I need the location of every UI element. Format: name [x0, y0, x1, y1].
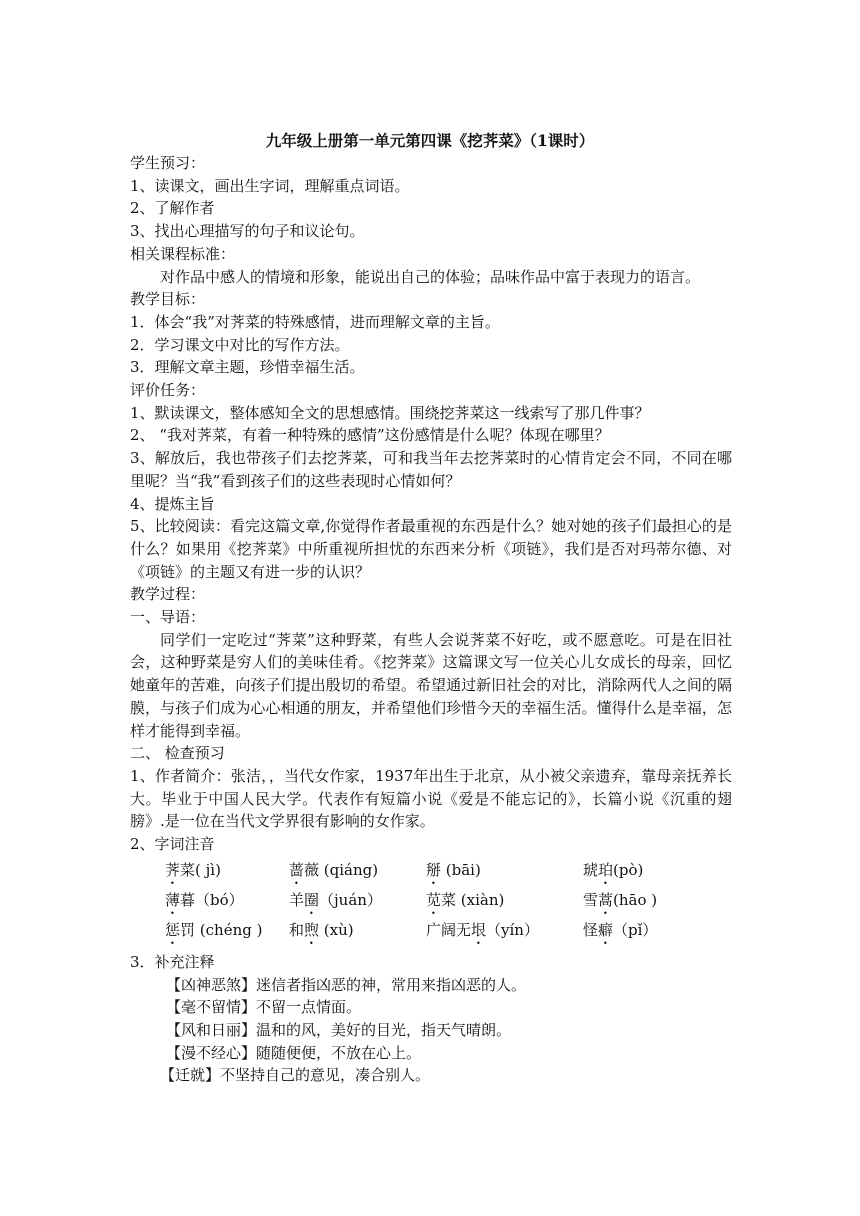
task-item: 3、解放后，我也带孩子们去挖荠菜，可和我当年去挖荠菜时的心情肯定会不同，不同在哪里呢？当“我”看到孩子们的这些表现时心情如何？: [130, 449, 732, 490]
vocab-item: 惩罚 (chéng ): [165, 921, 263, 940]
vocab-row: [165, 859, 732, 889]
task-item: 5、比较阅读：看完这篇文章,你觉得作者最重视的东西是什么？她对她的孩子们最担心的是什么？如果用《挖荠菜》中所重视所担忧的东西来分析《项链》，我们是否对玛蒂尔德、对《项链》的主题又有进一步的认识？: [130, 517, 732, 581]
note-item: 【凶神恶煞】迷信者指凶恶的神，常用来指凶恶的人。: [166, 975, 527, 994]
goal-item: 1．体会“我”对荠菜的特殊感情，进而理解文章的主旨。: [130, 312, 500, 331]
goal-item: 2．学习课文中对比的写作方法。: [130, 335, 350, 354]
note-item: 【迁就】不坚持自己的意见，凑合别人。: [160, 1066, 431, 1085]
document-title: 九年级上册第一单元第四课《挖荠菜》（1课时）: [265, 131, 595, 150]
note-item: 【毫不留情】不留一点情面。: [166, 998, 362, 1017]
vocab-item: 薄暮（bó）: [165, 891, 244, 910]
vocab-pinyin-table: [165, 859, 732, 949]
vocab-item: 荠菜( jì): [165, 861, 221, 880]
standards-text: 对作品中感人的情境和形象，能说出自己的体验；品味作品中富于表现力的语言。: [160, 267, 701, 286]
preview-heading: 学生预习：: [130, 154, 206, 172]
check-heading: 二、 检查预习: [130, 744, 225, 763]
note-item: 【风和日丽】温和的风，美好的目光，指天气晴朗。: [166, 1020, 512, 1039]
vocab-item: 广阔无垠（yín）: [426, 921, 539, 940]
process-heading: 教学过程：: [130, 585, 206, 604]
vocab-item: 怪癖（pǐ）: [583, 921, 658, 940]
goals-heading: 教学目标：: [130, 290, 206, 309]
intro-text: 同学们一定吃过“荠菜”这种野菜，有些人会说荠菜不好吃，或不愿意吃。可是在旧社会，这种野菜是穷人们的美味佳肴。《挖荠菜》这篇课文写一位关心儿女成长的母亲，回忆她童年的苦难，向孩子们提出殷切的希望。希望通过新旧社会的对比，消除两代人之间的隔膜，与孩子们成为心心相通的朋友，并希望他们珍惜今天的幸福生活。懂得什么是幸福，怎样才能得到幸福。: [130, 630, 732, 740]
vocab-item: 和煦 (xù): [289, 921, 354, 940]
vocab-item: 琥珀(pò): [583, 861, 644, 880]
notes-heading: 3．补充注释: [130, 952, 215, 971]
vocab-item: 苋菜 (xiàn): [426, 891, 505, 910]
vocab-row: [165, 919, 732, 949]
preview-item: 1、读课文，画出生字词，理解重点词语。: [130, 176, 410, 195]
vocab-item: 蔷薇 (qiáng): [289, 861, 379, 880]
intro-heading: 一、导语：: [130, 608, 206, 627]
note-item: 【漫不经心】随随便便，不放在心上。: [166, 1043, 422, 1062]
preview-item: 3、找出心理描写的句子和议论句。: [130, 222, 365, 241]
preview-item: 2、了解作者: [130, 199, 215, 218]
document-body: [130, 152, 732, 1087]
vocab-item: 掰 (bāi): [426, 861, 481, 880]
goal-item: 3．理解文章主题，珍惜幸福生活。: [130, 358, 365, 377]
vocab-row: [165, 889, 732, 919]
author-intro: 1、作者简介：张洁，，当代女作家，1937年出生于北京，从小被父亲遗弃，靠母亲抚养长大。毕业于中国人民大学。代表作有短篇小说《爱是不能忘记的》，长篇小说《沉重的翅膀》.是一位在当代文学界很有影响的女作家。: [130, 766, 732, 831]
task-item: 1、默读课文，整体感知全文的思想感情。围绕挖荠菜这一线索写了那几件事？: [130, 403, 650, 422]
tasks-heading: 评价任务：: [130, 381, 206, 400]
vocab-item: 雪蒿(hāo ): [583, 891, 658, 910]
vocab-heading: 2、字词注音: [130, 835, 215, 854]
standards-heading: 相关课程标准：: [130, 244, 236, 263]
task-item: 4、提炼主旨: [130, 494, 215, 513]
task-item: 2、 “我对荠菜，有着一种特殊的感情”这份感情是什么呢？体现在哪里？: [130, 426, 610, 445]
vocab-item: 羊圈（juán）: [289, 891, 382, 910]
